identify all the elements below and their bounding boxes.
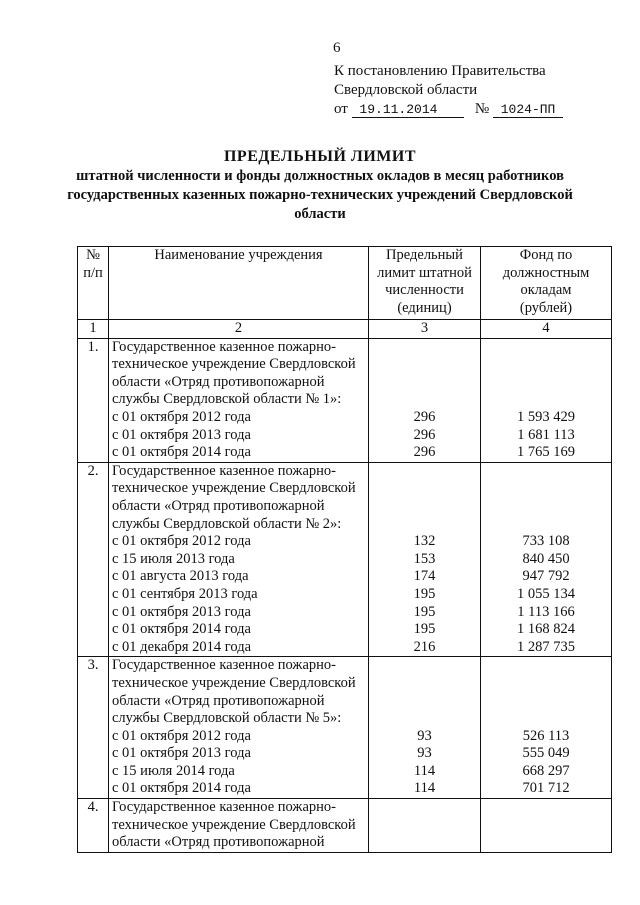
header-name: [109, 247, 369, 320]
row-number: 2.: [78, 462, 109, 657]
institution-name-line: техническое учреждение Свердловской: [112, 356, 356, 373]
period-date: с 01 октября 2014 года: [112, 621, 251, 638]
institution-name-line: области «Отряд противопожарной: [112, 834, 325, 851]
page-number: 6: [333, 40, 341, 56]
subtitle-line-2: государственных казенных пожарно-технических учреждений Свердловской: [67, 187, 573, 203]
salary-fund-value: 1 287 735: [517, 638, 575, 655]
header-fund-line-2: должностным: [502, 264, 590, 281]
institution-cell: [109, 338, 369, 462]
header-fund-line-1: Фонд по: [519, 247, 573, 263]
table-row: [78, 338, 612, 462]
period-date: с 01 октября 2012 года: [112, 533, 251, 550]
table-row: [78, 799, 612, 853]
header-limit-line-4: (единиц): [397, 299, 452, 316]
staff-limit-value: 216: [413, 638, 436, 655]
institution-name-line: службы Свердловской области № 1»:: [112, 391, 342, 408]
row-number: 1.: [78, 338, 109, 462]
header-fund: [481, 247, 612, 320]
limit-cell: [369, 799, 481, 853]
header-fund-line-4: (рублей): [519, 299, 573, 316]
subtitle-line-1: штатной численности и фонды должностных окладов в месяц работников: [76, 168, 564, 184]
limits-table: [77, 246, 612, 853]
staff-limit-value: 296: [413, 408, 436, 425]
fund-cell: [481, 462, 612, 657]
column-index-3: 3: [369, 320, 481, 339]
column-index-4: 4: [481, 320, 612, 339]
staff-limit-value: 114: [413, 780, 436, 797]
staff-limit-value: 114: [413, 762, 436, 779]
header-name-text: Наименование учреждения: [154, 247, 323, 263]
limit-cell: [369, 338, 481, 462]
institution-name-line: Государственное казенное пожарно-: [112, 657, 336, 674]
salary-fund-value: 1 681 113: [517, 426, 575, 443]
period-date: с 01 августа 2013 года: [112, 568, 249, 585]
institution-name-line: службы Свердловской области № 5»:: [112, 710, 342, 727]
salary-fund-value: 947 792: [522, 568, 570, 585]
document-subtitle: [0, 167, 640, 224]
period-date: с 01 октября 2014 года: [112, 444, 251, 461]
number-prefix: №: [474, 101, 490, 117]
staff-limit-value: 195: [413, 621, 436, 638]
staff-limit-value: 296: [413, 444, 436, 461]
limit-cell: [369, 462, 481, 657]
institution-name-line: техническое учреждение Свердловской: [112, 480, 356, 497]
header-limit-line-1: Предельный: [386, 247, 463, 263]
table-row: [78, 657, 612, 799]
salary-fund-value: 1 593 429: [517, 408, 575, 425]
institution-name-line: области «Отряд противопожарной: [112, 373, 325, 390]
salary-fund-value: 840 450: [522, 550, 570, 567]
header-limit-line-2: лимит штатной: [377, 264, 472, 281]
period-date: с 15 июля 2014 года: [112, 762, 235, 779]
salary-fund-value: 555 049: [522, 745, 570, 762]
resolution-number-value: 1024-ПП: [500, 102, 556, 117]
period-date: с 01 октября 2012 года: [112, 408, 251, 425]
row-number: 4.: [78, 799, 109, 853]
limit-cell: [369, 657, 481, 799]
table-header-row: [78, 247, 612, 320]
table-row: [78, 462, 612, 657]
staff-limit-value: 132: [413, 533, 436, 550]
staff-limit-value: 195: [413, 585, 436, 602]
salary-fund-value: 668 297: [522, 762, 570, 779]
column-index-2: 2: [109, 320, 369, 339]
salary-fund-value: 1 113 166: [517, 603, 575, 620]
staff-limit-value: 93: [417, 727, 432, 744]
staff-limit-value: 296: [413, 426, 436, 443]
date-prefix: от: [334, 101, 348, 117]
resolution-number: [493, 103, 563, 118]
attachment-line-2: Свердловской области: [334, 82, 478, 98]
period-date: с 01 октября 2014 года: [112, 780, 251, 797]
institution-name-line: Государственное казенное пожарно-: [112, 338, 336, 355]
institution-name-line: техническое учреждение Свердловской: [112, 816, 356, 833]
salary-fund-value: 733 108: [522, 533, 570, 550]
institution-name-line: области «Отряд противопожарной: [112, 497, 325, 514]
attachment-block: [334, 62, 563, 119]
salary-fund-value: 1 168 824: [517, 621, 575, 638]
salary-fund-value: 1 765 169: [517, 444, 575, 461]
staff-limit-value: 153: [413, 550, 436, 567]
institution-name-line: техническое учреждение Свердловской: [112, 674, 356, 691]
header-number-line-1: №: [86, 247, 100, 263]
staff-limit-value: 93: [417, 745, 432, 762]
subtitle-line-3: области: [294, 206, 346, 222]
attachment-line-1: К постановлению Правительства: [334, 63, 546, 79]
fund-cell: [481, 338, 612, 462]
header-fund-line-3: окладам: [520, 282, 572, 299]
header-limit-line-3: численности: [385, 282, 464, 299]
salary-fund-value: 526 113: [522, 727, 570, 744]
institution-name-line: Государственное казенное пожарно-: [112, 799, 336, 816]
staff-limit-value: 195: [413, 603, 436, 620]
column-index-row: [78, 320, 612, 339]
period-date: с 01 октября 2012 года: [112, 727, 251, 744]
salary-fund-value: 701 712: [522, 780, 570, 797]
period-date: с 01 декабря 2014 года: [112, 638, 252, 655]
header-number-line-2: п/п: [83, 264, 103, 281]
institution-cell: [109, 799, 369, 853]
institution-name-line: области «Отряд противопожарной: [112, 692, 325, 709]
fund-cell: [481, 657, 612, 799]
period-date: с 15 июля 2013 года: [112, 550, 235, 567]
period-date: с 01 октября 2013 года: [112, 603, 251, 620]
document-title: ПРЕДЕЛЬНЫЙ ЛИМИТ: [223, 148, 417, 165]
institution-cell: [109, 462, 369, 657]
attachment-date-line: [334, 100, 563, 119]
period-date: с 01 октября 2013 года: [112, 745, 251, 762]
salary-fund-value: 1 055 134: [517, 585, 575, 602]
resolution-date-value: 19.11.2014: [359, 102, 438, 117]
period-date: с 01 октября 2013 года: [112, 426, 251, 443]
resolution-date: [352, 103, 464, 118]
institution-name-line: Государственное казенное пожарно-: [112, 462, 336, 479]
staff-limit-value: 174: [413, 568, 436, 585]
column-index-1: 1: [78, 320, 109, 339]
institution-cell: [109, 657, 369, 799]
header-number: [78, 247, 109, 320]
header-limit: [369, 247, 481, 320]
period-date: с 01 сентября 2013 года: [112, 585, 258, 602]
row-number: 3.: [78, 657, 109, 799]
fund-cell: [481, 799, 612, 853]
institution-name-line: службы Свердловской области № 2»:: [112, 515, 342, 532]
